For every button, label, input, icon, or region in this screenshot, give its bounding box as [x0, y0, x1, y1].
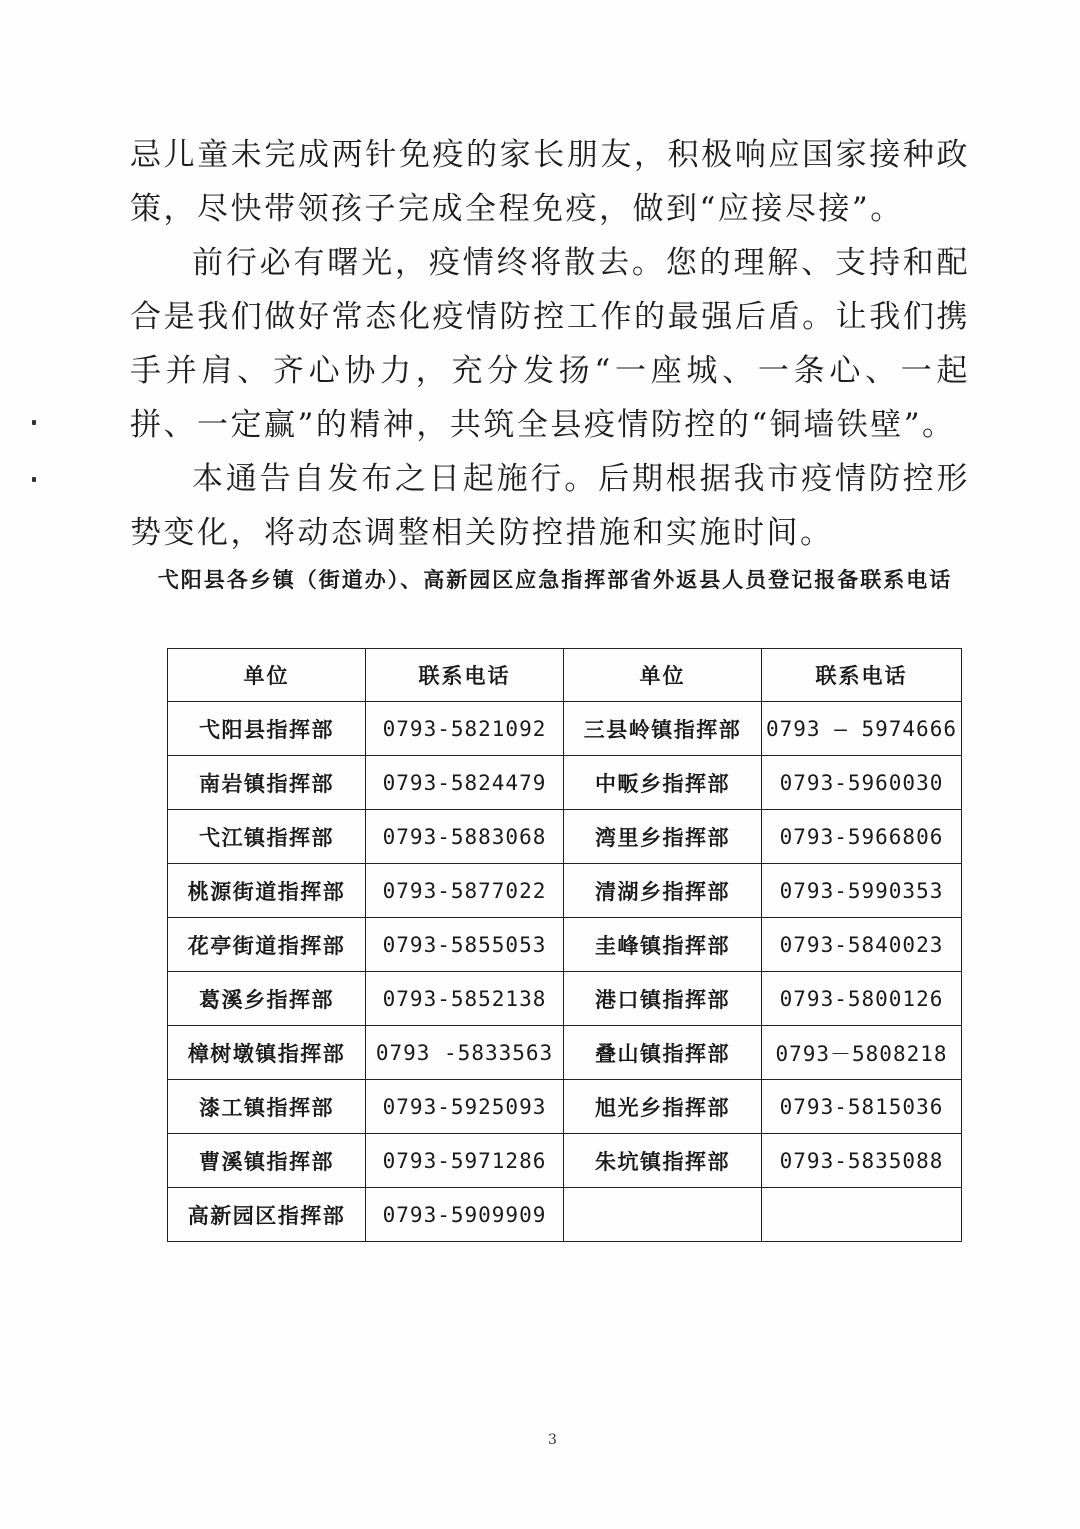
unit-cell: 漆工镇指挥部: [168, 1080, 366, 1134]
unit-cell: 桃源街道指挥部: [168, 864, 366, 918]
unit-cell: 高新园区指挥部: [168, 1188, 366, 1242]
phone-cell: 0793-5840023: [762, 918, 962, 972]
unit-cell: 樟树墩镇指挥部: [168, 1026, 366, 1080]
phone-cell: 0793-5835088: [762, 1134, 962, 1188]
phone-cell: 0793-5824479: [366, 756, 564, 810]
phone-cell: 0793-5855053: [366, 918, 564, 972]
table-row: [168, 702, 962, 756]
unit-cell: 旭光乡指挥部: [564, 1080, 762, 1134]
phone-cell: 0793 -5833563: [366, 1026, 564, 1080]
unit-cell: 曹溪镇指挥部: [168, 1134, 366, 1188]
table-title: 弋阳县各乡镇（街道办）、高新园区应急指挥部省外返县人员登记报备联系电话: [157, 568, 953, 592]
phone-cell: 0793－5808218: [762, 1026, 962, 1080]
unit-cell: 湾里乡指挥部: [564, 810, 762, 864]
table-row: [168, 756, 962, 810]
table-row: [168, 810, 962, 864]
phone-cell: 0793-5821092: [366, 702, 564, 756]
unit-cell: 弋江镇指挥部: [168, 810, 366, 864]
phone-cell: 0793-5990353: [762, 864, 962, 918]
column-header-unit: 单位: [564, 649, 762, 702]
table-row: [168, 1026, 962, 1080]
column-header-phone: 联系电话: [366, 649, 564, 702]
body-paragraph-2: 前行必有曙光，疫情终将散去。您的理解、支持和配合是我们做好常态化疫情防控工作的最强后盾。让我们携手并肩、齐心协力，充分发扬“一座城、一条心、一起拼、一定赢”的精神，共筑全县疫情防控的“铜墙铁壁”。: [130, 245, 970, 443]
unit-cell: 南岩镇指挥部: [168, 756, 366, 810]
unit-cell: 清湖乡指挥部: [564, 864, 762, 918]
unit-cell: 圭峰镇指挥部: [564, 918, 762, 972]
body-paragraph-1: 忌儿童未完成两针免疫的家长朋友，积极响应国家接种政策，尽快带领孩子完成全程免疫，做到“应接尽接”。: [130, 137, 970, 227]
scan-artifact-dot: [32, 420, 36, 425]
scan-artifact-dot: [32, 477, 36, 482]
empty-cell: [762, 1188, 962, 1242]
table-row: [168, 918, 962, 972]
phone-cell: 0793-5877022: [366, 864, 564, 918]
phone-cell: 0793-5852138: [366, 972, 564, 1026]
phone-cell: 0793-5815036: [762, 1080, 962, 1134]
unit-cell: 港口镇指挥部: [564, 972, 762, 1026]
column-header-phone: 联系电话: [762, 649, 962, 702]
contact-phone-table: [167, 648, 962, 1242]
phone-cell: 0793-5971286: [366, 1134, 564, 1188]
unit-cell: 朱坑镇指挥部: [564, 1134, 762, 1188]
table-row: [168, 972, 962, 1026]
phone-cell: 0793-5883068: [366, 810, 564, 864]
unit-cell: 三县岭镇指挥部: [564, 702, 762, 756]
unit-cell: 中畈乡指挥部: [564, 756, 762, 810]
phone-cell: 0793-5909909: [366, 1188, 564, 1242]
unit-cell: 叠山镇指挥部: [564, 1026, 762, 1080]
body-paragraph-3: 本通告自发布之日起施行。后期根据我市疫情防控形势变化，将动态调整相关防控措施和实施时间。: [130, 461, 970, 551]
phone-cell: 0793-5966806: [762, 810, 962, 864]
unit-cell: 花亭街道指挥部: [168, 918, 366, 972]
table-row: [168, 1134, 962, 1188]
phone-cell: 0793-5960030: [762, 756, 962, 810]
table-row: [168, 1188, 962, 1242]
empty-cell: [564, 1188, 762, 1242]
phone-cell: 0793 — 5974666: [762, 702, 962, 756]
page-number: 3: [548, 1432, 557, 1448]
table-header-row: [168, 649, 962, 702]
column-header-unit: 单位: [168, 649, 366, 702]
phone-cell: 0793-5925093: [366, 1080, 564, 1134]
table-row: [168, 864, 962, 918]
unit-cell: 弋阳县指挥部: [168, 702, 366, 756]
unit-cell: 葛溪乡指挥部: [168, 972, 366, 1026]
phone-cell: 0793-5800126: [762, 972, 962, 1026]
table-row: [168, 1080, 962, 1134]
